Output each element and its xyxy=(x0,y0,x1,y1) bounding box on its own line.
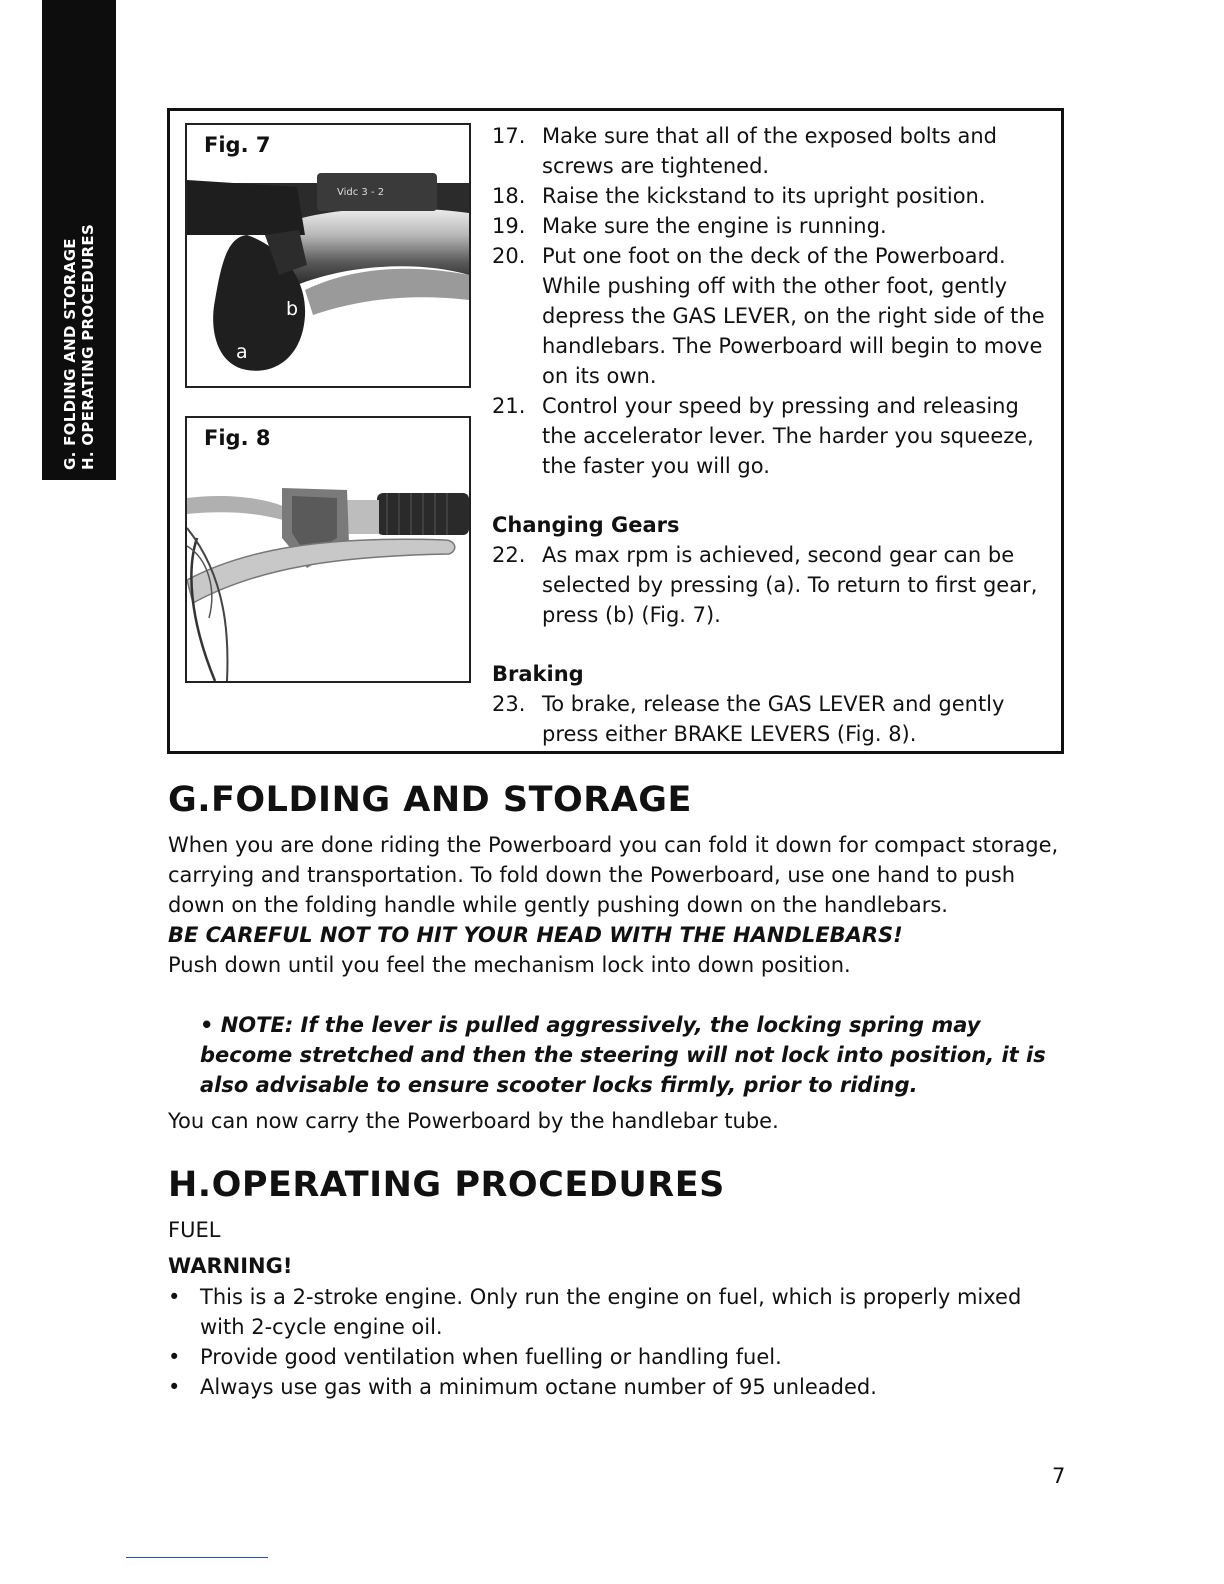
section-g-note: • NOTE: If the lever is pulled aggressively, the locking spring may become stretched and then the steering will not lock into position, it is also advisable to ensure scooter locks firmly, prior to riding. xyxy=(200,1013,1046,1097)
instructions-box xyxy=(167,108,1064,754)
braking-heading: Braking xyxy=(492,662,584,686)
footer-rule xyxy=(126,1557,268,1558)
figure-8-label: Fig. 8 xyxy=(204,426,271,450)
step-item xyxy=(492,689,1057,749)
shifter-display-text: Vidc 3 - 2 xyxy=(337,187,385,198)
side-tab-line-g: G. FOLDING AND STORAGE xyxy=(61,238,79,470)
bullet-icon: • xyxy=(168,1345,181,1369)
step-item xyxy=(492,241,1057,391)
steps-column xyxy=(492,121,1057,749)
step-number: 22. xyxy=(492,543,526,567)
step-number: 19. xyxy=(492,214,526,238)
side-tab-line-h: H. OPERATING PROCEDURES xyxy=(79,223,97,470)
warning-heading: WARNING! xyxy=(168,1254,293,1278)
section-g-warning: BE CAREFUL NOT TO HIT YOUR HEAD WITH THE HANDLEBARS! xyxy=(168,923,903,947)
brake-lever-photo xyxy=(187,418,469,681)
list-item xyxy=(168,1342,1048,1372)
side-tab-text xyxy=(61,224,97,470)
step-number: 17. xyxy=(492,124,526,148)
changing-gears-heading: Changing Gears xyxy=(492,513,680,537)
button-a-marker: a xyxy=(236,341,248,363)
bullet-icon: • xyxy=(168,1375,181,1399)
step-text: To brake, release the GAS LEVER and gently press either BRAKE LEVERS (Fig. 8). xyxy=(542,692,1005,746)
step-text: Put one foot on the deck of the Powerboard. While pushing off with the other foot, gently depress the GAS LEVER, on the right side of the handlebars. The Powerboard will begin to move on its own. xyxy=(542,244,1045,388)
list-item xyxy=(168,1372,1048,1402)
step-text: Make sure the engine is running. xyxy=(542,214,887,238)
step-item xyxy=(492,211,1057,241)
figure-7 xyxy=(185,123,471,388)
list-item-text: Always use gas with a minimum octane number of 95 unleaded. xyxy=(200,1375,877,1399)
section-g-para1: When you are done riding the Powerboard you can fold it down for compact storage, carrying and transportation. To fold down the Powerboard, use one hand to push down on the folding handle while gently pushing down on the handlebars. xyxy=(168,833,1059,917)
page-number: 7 xyxy=(1052,1464,1066,1488)
step-number: 23. xyxy=(492,692,526,716)
bullet-icon: • xyxy=(168,1285,181,1309)
step-text: Control your speed by pressing and releasing the accelerator lever. The harder you squeeze, the faster you will go. xyxy=(542,394,1034,478)
step-text: As max rpm is achieved, second gear can be selected by pressing (a). To return to first gear, press (b) (Fig. 7). xyxy=(542,543,1038,627)
list-item xyxy=(168,1282,1048,1342)
step-text: Raise the kickstand to its upright position. xyxy=(542,184,986,208)
button-b-marker: b xyxy=(286,298,299,320)
figure-7-label: Fig. 7 xyxy=(204,133,271,157)
step-item xyxy=(492,391,1057,481)
step-item xyxy=(492,121,1057,181)
step-item xyxy=(492,181,1057,211)
fuel-warning-list xyxy=(168,1282,1048,1402)
section-g-para2: Push down until you feel the mechanism lock into down position. xyxy=(168,953,851,977)
step-number: 20. xyxy=(492,244,526,268)
section-h-title: H.OPERATING PROCEDURES xyxy=(168,1165,725,1205)
step-item xyxy=(492,540,1057,630)
list-item-text: This is a 2-stroke engine. Only run the engine on fuel, which is properly mixed with 2-cycle engine oil. xyxy=(200,1285,1022,1339)
list-item-text: Provide good ventilation when fuelling or handling fuel. xyxy=(200,1345,782,1369)
step-number: 18. xyxy=(492,184,526,208)
section-g-body xyxy=(168,830,1078,980)
side-section-tab xyxy=(42,0,116,480)
figure-8 xyxy=(185,416,471,683)
gear-shifter-photo xyxy=(187,125,469,386)
step-number: 21. xyxy=(492,394,526,418)
step-text: Make sure that all of the exposed bolts and screws are tightened. xyxy=(542,124,997,178)
fuel-label: FUEL xyxy=(168,1218,221,1242)
section-g-para3: You can now carry the Powerboard by the handlebar tube. xyxy=(168,1109,779,1133)
section-g-title: G.FOLDING AND STORAGE xyxy=(168,780,692,820)
